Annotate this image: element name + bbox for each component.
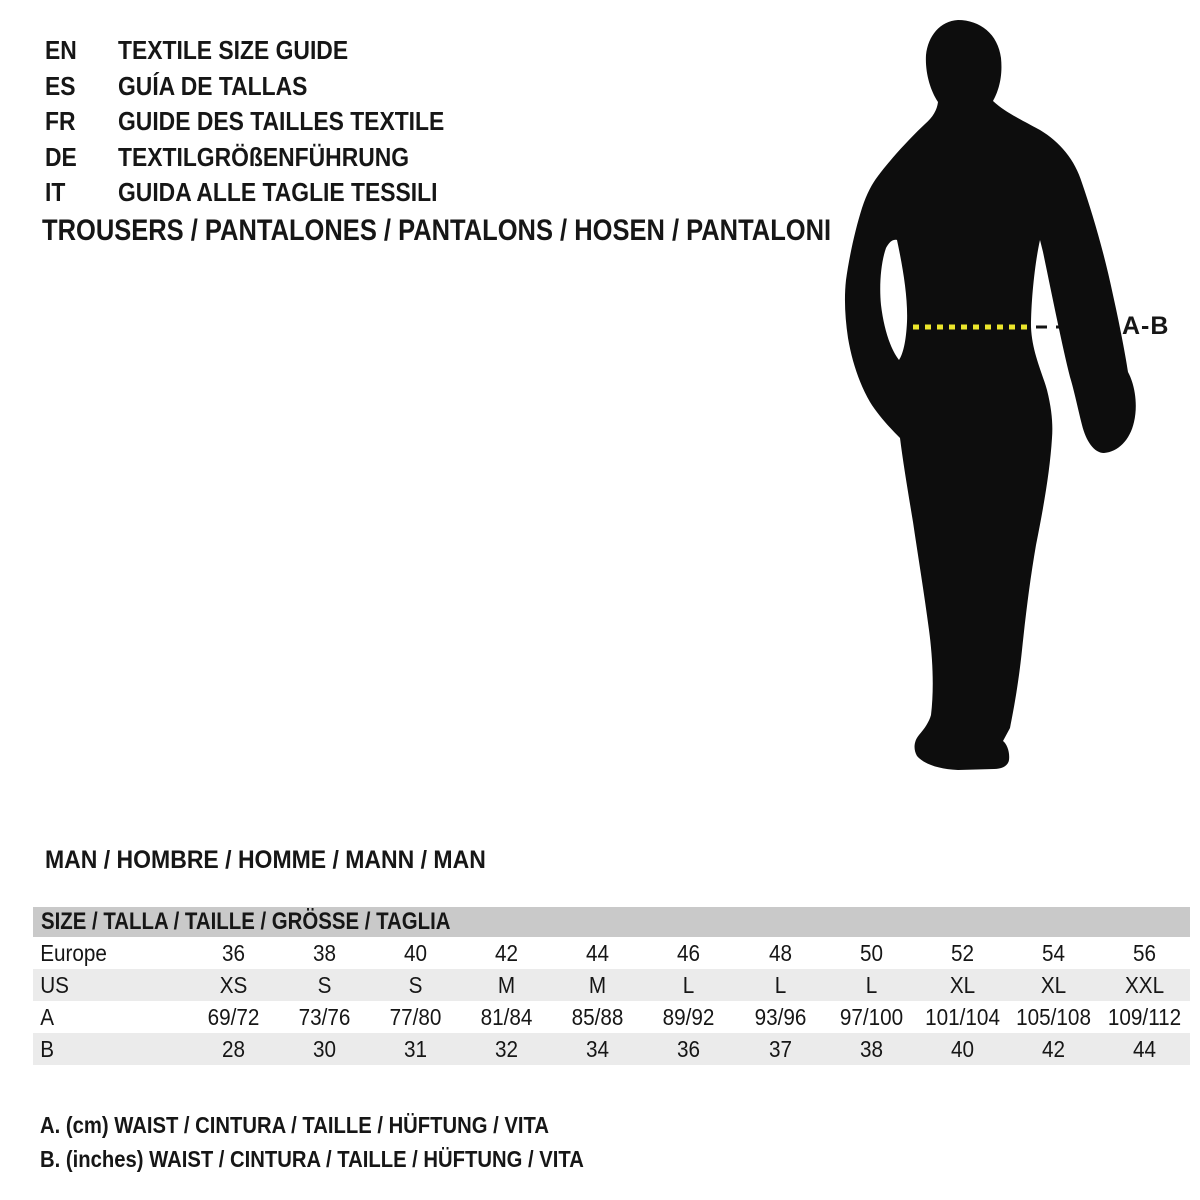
language-guide-title: GUÍA DE TALLAS bbox=[118, 70, 308, 101]
size-value-cell: 38 bbox=[313, 939, 337, 966]
size-value-cell: 34 bbox=[586, 1035, 610, 1062]
size-value-cell: 105/108 bbox=[1015, 1003, 1091, 1030]
product-category-heading: TROUSERS / PANTALONES / PANTALONS / HOSEN / PANTALONI bbox=[42, 214, 832, 247]
size-value-cell: 42 bbox=[495, 939, 519, 966]
size-value-cell: L bbox=[683, 971, 695, 998]
man-silhouette-shape bbox=[845, 20, 1136, 770]
size-value-cell: 31 bbox=[404, 1035, 428, 1062]
size-value-cell: 50 bbox=[859, 939, 883, 966]
size-table bbox=[33, 907, 1190, 1065]
size-value-cell: L bbox=[774, 971, 786, 998]
size-table-body bbox=[33, 937, 1190, 1065]
size-value-cell: 36 bbox=[677, 1035, 701, 1062]
measure-footnote: B. (inches) WAIST / CINTURA / TAILLE / HÜFTUNG / VITA bbox=[40, 1145, 584, 1172]
size-value-cell: 36 bbox=[222, 939, 246, 966]
size-value-cell: 30 bbox=[313, 1035, 337, 1062]
size-value-cell: S bbox=[408, 971, 423, 998]
size-value-cell: 44 bbox=[1132, 1035, 1156, 1062]
size-value-cell: 48 bbox=[768, 939, 792, 966]
gender-heading: MAN / HOMBRE / HOMME / MANN / MAN bbox=[45, 846, 486, 874]
size-table-header bbox=[33, 907, 1190, 937]
size-value-cell: XL bbox=[1040, 971, 1067, 998]
size-value-cell: 77/80 bbox=[389, 1003, 442, 1030]
size-value-cell: M bbox=[589, 971, 607, 998]
size-value-cell: S bbox=[317, 971, 332, 998]
size-value-cell: 38 bbox=[859, 1035, 883, 1062]
size-value-cell: XS bbox=[219, 971, 248, 998]
size-value-cell: 101/104 bbox=[924, 1003, 1000, 1030]
size-value-cell: 97/100 bbox=[839, 1003, 903, 1030]
size-row-label: Europe bbox=[40, 939, 107, 966]
language-code: DE bbox=[45, 141, 77, 172]
size-row-label: A bbox=[40, 1003, 55, 1030]
size-value-cell: XXL bbox=[1124, 971, 1165, 998]
size-value-cell: 73/76 bbox=[298, 1003, 351, 1030]
size-value-cell: 54 bbox=[1041, 939, 1065, 966]
size-table-row bbox=[33, 969, 1190, 1001]
measure-footnote: A. (cm) WAIST / CINTURA / TAILLE / HÜFTUNG / VITA bbox=[40, 1111, 549, 1138]
language-row bbox=[45, 175, 489, 211]
language-row bbox=[45, 69, 489, 105]
size-value-cell: 85/88 bbox=[572, 1003, 624, 1030]
size-value-cell: 44 bbox=[586, 939, 610, 966]
size-value-cell: 69/72 bbox=[207, 1003, 260, 1030]
language-row bbox=[45, 140, 489, 176]
language-code: IT bbox=[45, 177, 66, 208]
measure-footnotes bbox=[40, 1108, 658, 1176]
size-value-cell: 40 bbox=[404, 939, 428, 966]
size-row-label: US bbox=[40, 971, 69, 998]
size-value-cell: 32 bbox=[495, 1035, 519, 1062]
size-row-label: B bbox=[40, 1035, 55, 1062]
size-value-cell: 40 bbox=[950, 1035, 974, 1062]
language-code: EN bbox=[45, 35, 77, 66]
size-value-cell: 37 bbox=[768, 1035, 792, 1062]
language-guide-title: GUIDE DES TAILLES TEXTILE bbox=[118, 106, 445, 137]
size-table-row bbox=[33, 1033, 1190, 1065]
language-guide-title: TEXTILE SIZE GUIDE bbox=[118, 35, 349, 66]
size-value-cell: 93/96 bbox=[754, 1003, 806, 1030]
language-guide-title: TEXTILGRÖßENFÜHRUNG bbox=[118, 141, 410, 172]
language-row bbox=[45, 104, 489, 140]
size-value-cell: XL bbox=[949, 971, 975, 998]
size-value-cell: 109/112 bbox=[1107, 1003, 1182, 1030]
size-table-row bbox=[33, 1001, 1190, 1033]
size-value-cell: 56 bbox=[1132, 939, 1156, 966]
language-code: ES bbox=[45, 70, 76, 101]
man-silhouette bbox=[840, 10, 1140, 785]
size-value-cell: 42 bbox=[1041, 1035, 1065, 1062]
size-table-row bbox=[33, 937, 1190, 969]
size-value-cell: 89/92 bbox=[663, 1003, 715, 1030]
language-guide-title: GUIDA ALLE TAGLIE TESSILI bbox=[118, 177, 438, 208]
size-table-header-label: SIZE / TALLA / TAILLE / GRÖSSE / TAGLIA bbox=[41, 908, 451, 935]
size-value-cell: L bbox=[865, 971, 877, 998]
language-code: FR bbox=[45, 106, 76, 137]
size-value-cell: 28 bbox=[222, 1035, 246, 1062]
size-value-cell: 81/84 bbox=[480, 1003, 533, 1030]
language-row bbox=[45, 33, 489, 69]
size-value-cell: 46 bbox=[677, 939, 701, 966]
language-title-list bbox=[45, 33, 489, 211]
size-value-cell: 52 bbox=[950, 939, 974, 966]
measure-points-label: A-B bbox=[1122, 312, 1170, 340]
size-value-cell: M bbox=[498, 971, 516, 998]
